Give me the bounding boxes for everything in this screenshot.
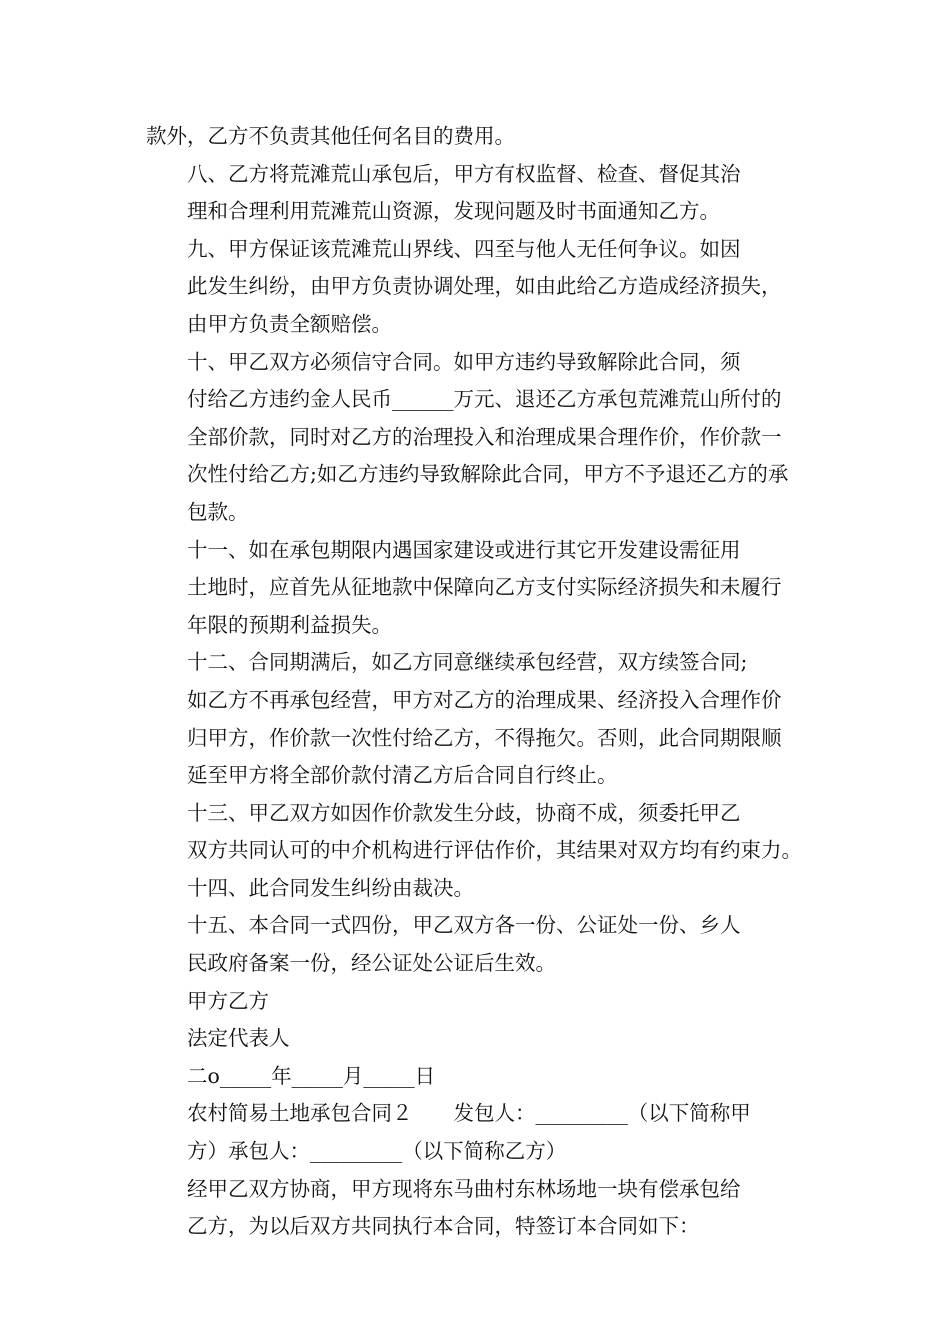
text-line: 包款。 — [187, 499, 249, 524]
text-line: 此发生纠纷，由甲方负责协调处理，如由此给乙方造成经济损失， — [187, 274, 782, 299]
text-line: 十五、本合同一式四份，甲乙双方各一份、公证处一份、乡人 — [187, 913, 741, 938]
text-line: 十一、如在承包期限内遇国家建设或进行其它开发建设需征用 — [187, 537, 741, 562]
text-line: 经甲乙双方协商，甲方现将东马曲村东林场地一块有偿承包给 — [187, 1176, 741, 1201]
paragraph — [146, 1171, 806, 1246]
paragraph — [146, 983, 806, 1021]
text-line: 次性付给乙方;如乙方违约导致解除此合同，甲方不予退还乙方的承 — [187, 462, 789, 487]
text-line: 全部价款，同时对乙方的治理投入和治理成果合理作价，作价款一 — [187, 424, 782, 449]
text-line: 如乙方不再承包经营，甲方对乙方的治理成果、经济投入合理作价 — [187, 687, 782, 712]
text-line: 十、甲乙双方必须信守合同。如甲方违约导致解除此合同，须 — [187, 349, 741, 374]
text-line: 九、甲方保证该荒滩荒山界线、四至与他人无任何争议。如因 — [187, 236, 741, 261]
text-line: 二o_____年_____月_____日 — [187, 1063, 436, 1088]
text-line: 十四、此合同发生纠纷由裁决。 — [187, 875, 474, 900]
text-line: 乙方，为以后双方共同执行本合同，特签订本合同如下： — [187, 1214, 700, 1239]
text-line: 年限的预期利益损失。 — [187, 612, 392, 637]
text-line: 十三、甲乙双方如因作价款发生分歧，协商不成，须委托甲乙 — [187, 800, 741, 825]
text-line: 甲方乙方 — [187, 988, 269, 1013]
paragraph — [146, 344, 806, 532]
text-line: 十二、合同期满后，如乙方同意继续承包经营，双方续签合同; — [187, 650, 748, 675]
text-line: 农村简易土地承包合同２ 发包人：_________（以下简称甲 — [187, 1101, 751, 1126]
paragraph — [146, 870, 806, 908]
text-line: 民政府备案一份，经公证处公证后生效。 — [187, 951, 556, 976]
text-line: 归甲方，作价款一次性付给乙方，不得拖欠。否则，此合同期限顺 — [187, 725, 782, 750]
paragraph — [146, 156, 806, 231]
text-line: 法定代表人 — [187, 1026, 290, 1051]
document-page — [146, 118, 806, 1246]
paragraph — [146, 231, 806, 344]
text-line: 土地时，应首先从征地款中保障向乙方支付实际经济损失和未履行 — [187, 575, 782, 600]
paragraph — [146, 118, 806, 156]
text-line: 双方共同认可的中介机构进行评估作价，其结果对双方均有约束力。 — [187, 838, 802, 863]
text-line: 款外，乙方不负责其他任何名目的费用。 — [146, 124, 515, 148]
paragraph — [146, 532, 806, 645]
text-line: 延至甲方将全部价款付清乙方后合同自行终止。 — [187, 763, 618, 788]
text-line: 付给乙方违约金人民币______万元、退还乙方承包荒滩荒山所付的 — [187, 387, 782, 412]
paragraph — [146, 1020, 806, 1058]
paragraph — [146, 795, 806, 870]
paragraph — [146, 907, 806, 982]
text-line: 方）承包人：_________（以下简称乙方） — [187, 1139, 567, 1164]
text-line: 由甲方负责全额赔偿。 — [187, 311, 392, 336]
paragraph — [146, 1095, 806, 1170]
text-line: 八、乙方将荒滩荒山承包后，甲方有权监督、检查、督促其治 — [187, 161, 741, 186]
paragraph — [146, 1058, 806, 1096]
text-line: 理和合理利用荒滩荒山资源，发现问题及时书面通知乙方。 — [187, 199, 720, 224]
paragraph — [146, 644, 806, 794]
